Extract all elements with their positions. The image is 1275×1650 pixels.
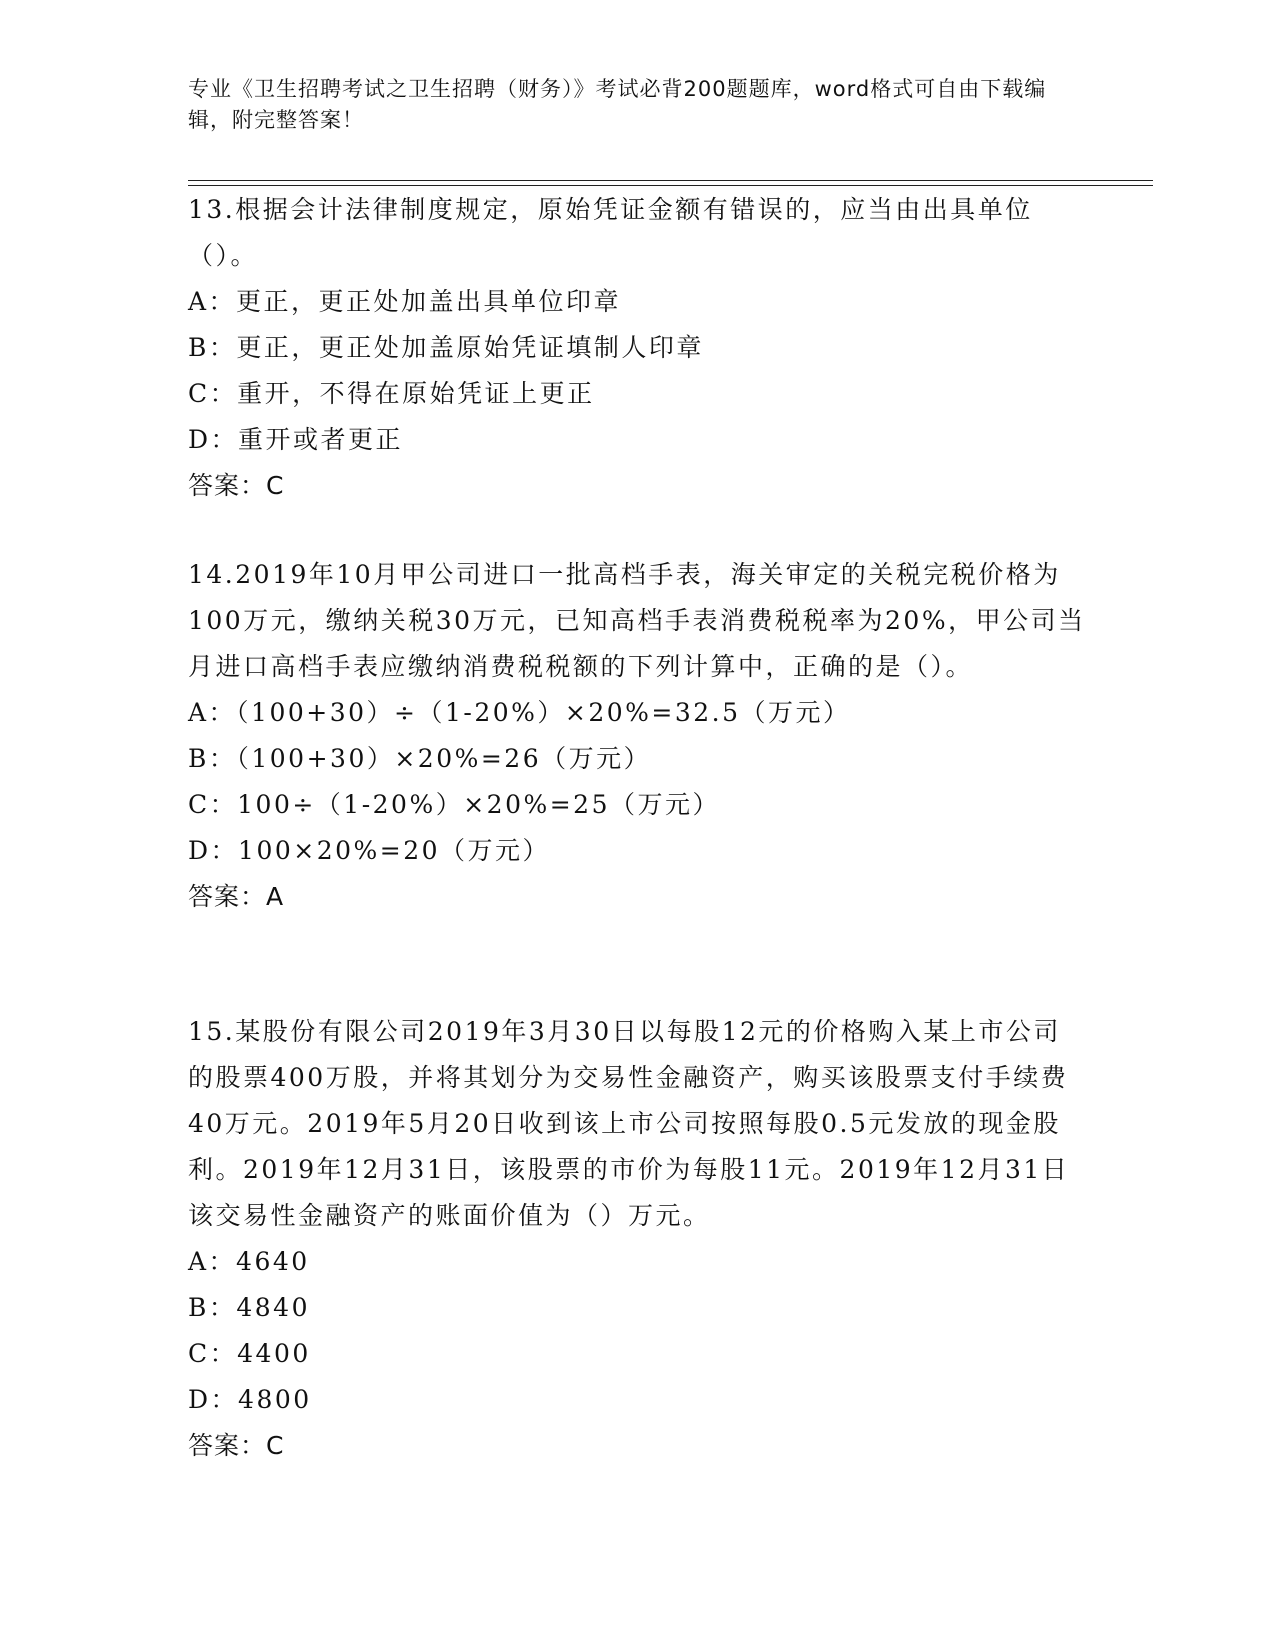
question-stem: 14.2019年10月甲公司进口一批高档手表，海关审定的关税完税价格为100万元，缴纳关税30万元，已知高档手表消费税税率为20%，甲公司当月进口高档手表应缴纳消费税税额的下列计算中，正确的是（）。 <box>188 560 1086 681</box>
option-a: A：（100+30）÷（1-20%）×20%=32.5（万元） <box>188 698 851 727</box>
question-14 <box>188 552 1088 920</box>
header-divider-bottom <box>188 185 1153 186</box>
option-b: B：（100+30）×20%=26（万元） <box>188 744 652 773</box>
answer-line <box>188 874 1088 920</box>
option-c: C：重开，不得在原始凭证上更正 <box>188 379 595 408</box>
answer-value: C <box>266 1431 285 1460</box>
question-stem: 15.某股份有限公司2019年3月30日以每股12元的价格购入某上市公司的股票400万股，并将其划分为交易性金融资产，购买该股票支付手续费40万元。2019年5月20日收到该上市公司按照每股0.5元发放的现金股利。2019年12月31日，该股票的市价为每股11元。2019年12月31日该交易性金融资产的账面价值为（）万元。 <box>188 1017 1070 1230</box>
option-d: D：4800 <box>188 1385 312 1414</box>
option-a: A：4640 <box>188 1247 310 1276</box>
answer-line <box>188 463 1088 509</box>
option-d: D：100×20%=20（万元） <box>188 836 551 865</box>
answer-label: 答案： <box>188 1431 267 1460</box>
document-header: 专业《卫生招聘考试之卫生招聘（财务）》考试必背200题题库，word格式可自由下载编辑，附完整答案！ <box>188 77 1047 132</box>
question-stem: 13.根据会计法律制度规定，原始凭证金额有错误的，应当由出具单位（）。 <box>188 195 1033 270</box>
answer-label: 答案： <box>188 882 267 911</box>
question-15 <box>188 1009 1088 1469</box>
answer-value: C <box>266 471 285 500</box>
option-c: C：4400 <box>188 1339 311 1368</box>
option-c: C：100÷（1-20%）×20%=25（万元） <box>188 790 720 819</box>
option-a: A：更正，更正处加盖出具单位印章 <box>188 287 622 316</box>
answer-line <box>188 1423 1088 1469</box>
question-13 <box>188 187 1088 509</box>
header-divider-top <box>188 180 1153 181</box>
answer-value: A <box>266 882 285 911</box>
option-b: B：更正，更正处加盖原始凭证填制人印章 <box>188 333 704 362</box>
option-d: D：重开或者更正 <box>188 425 404 454</box>
option-b: B：4840 <box>188 1293 310 1322</box>
answer-label: 答案： <box>188 471 267 500</box>
